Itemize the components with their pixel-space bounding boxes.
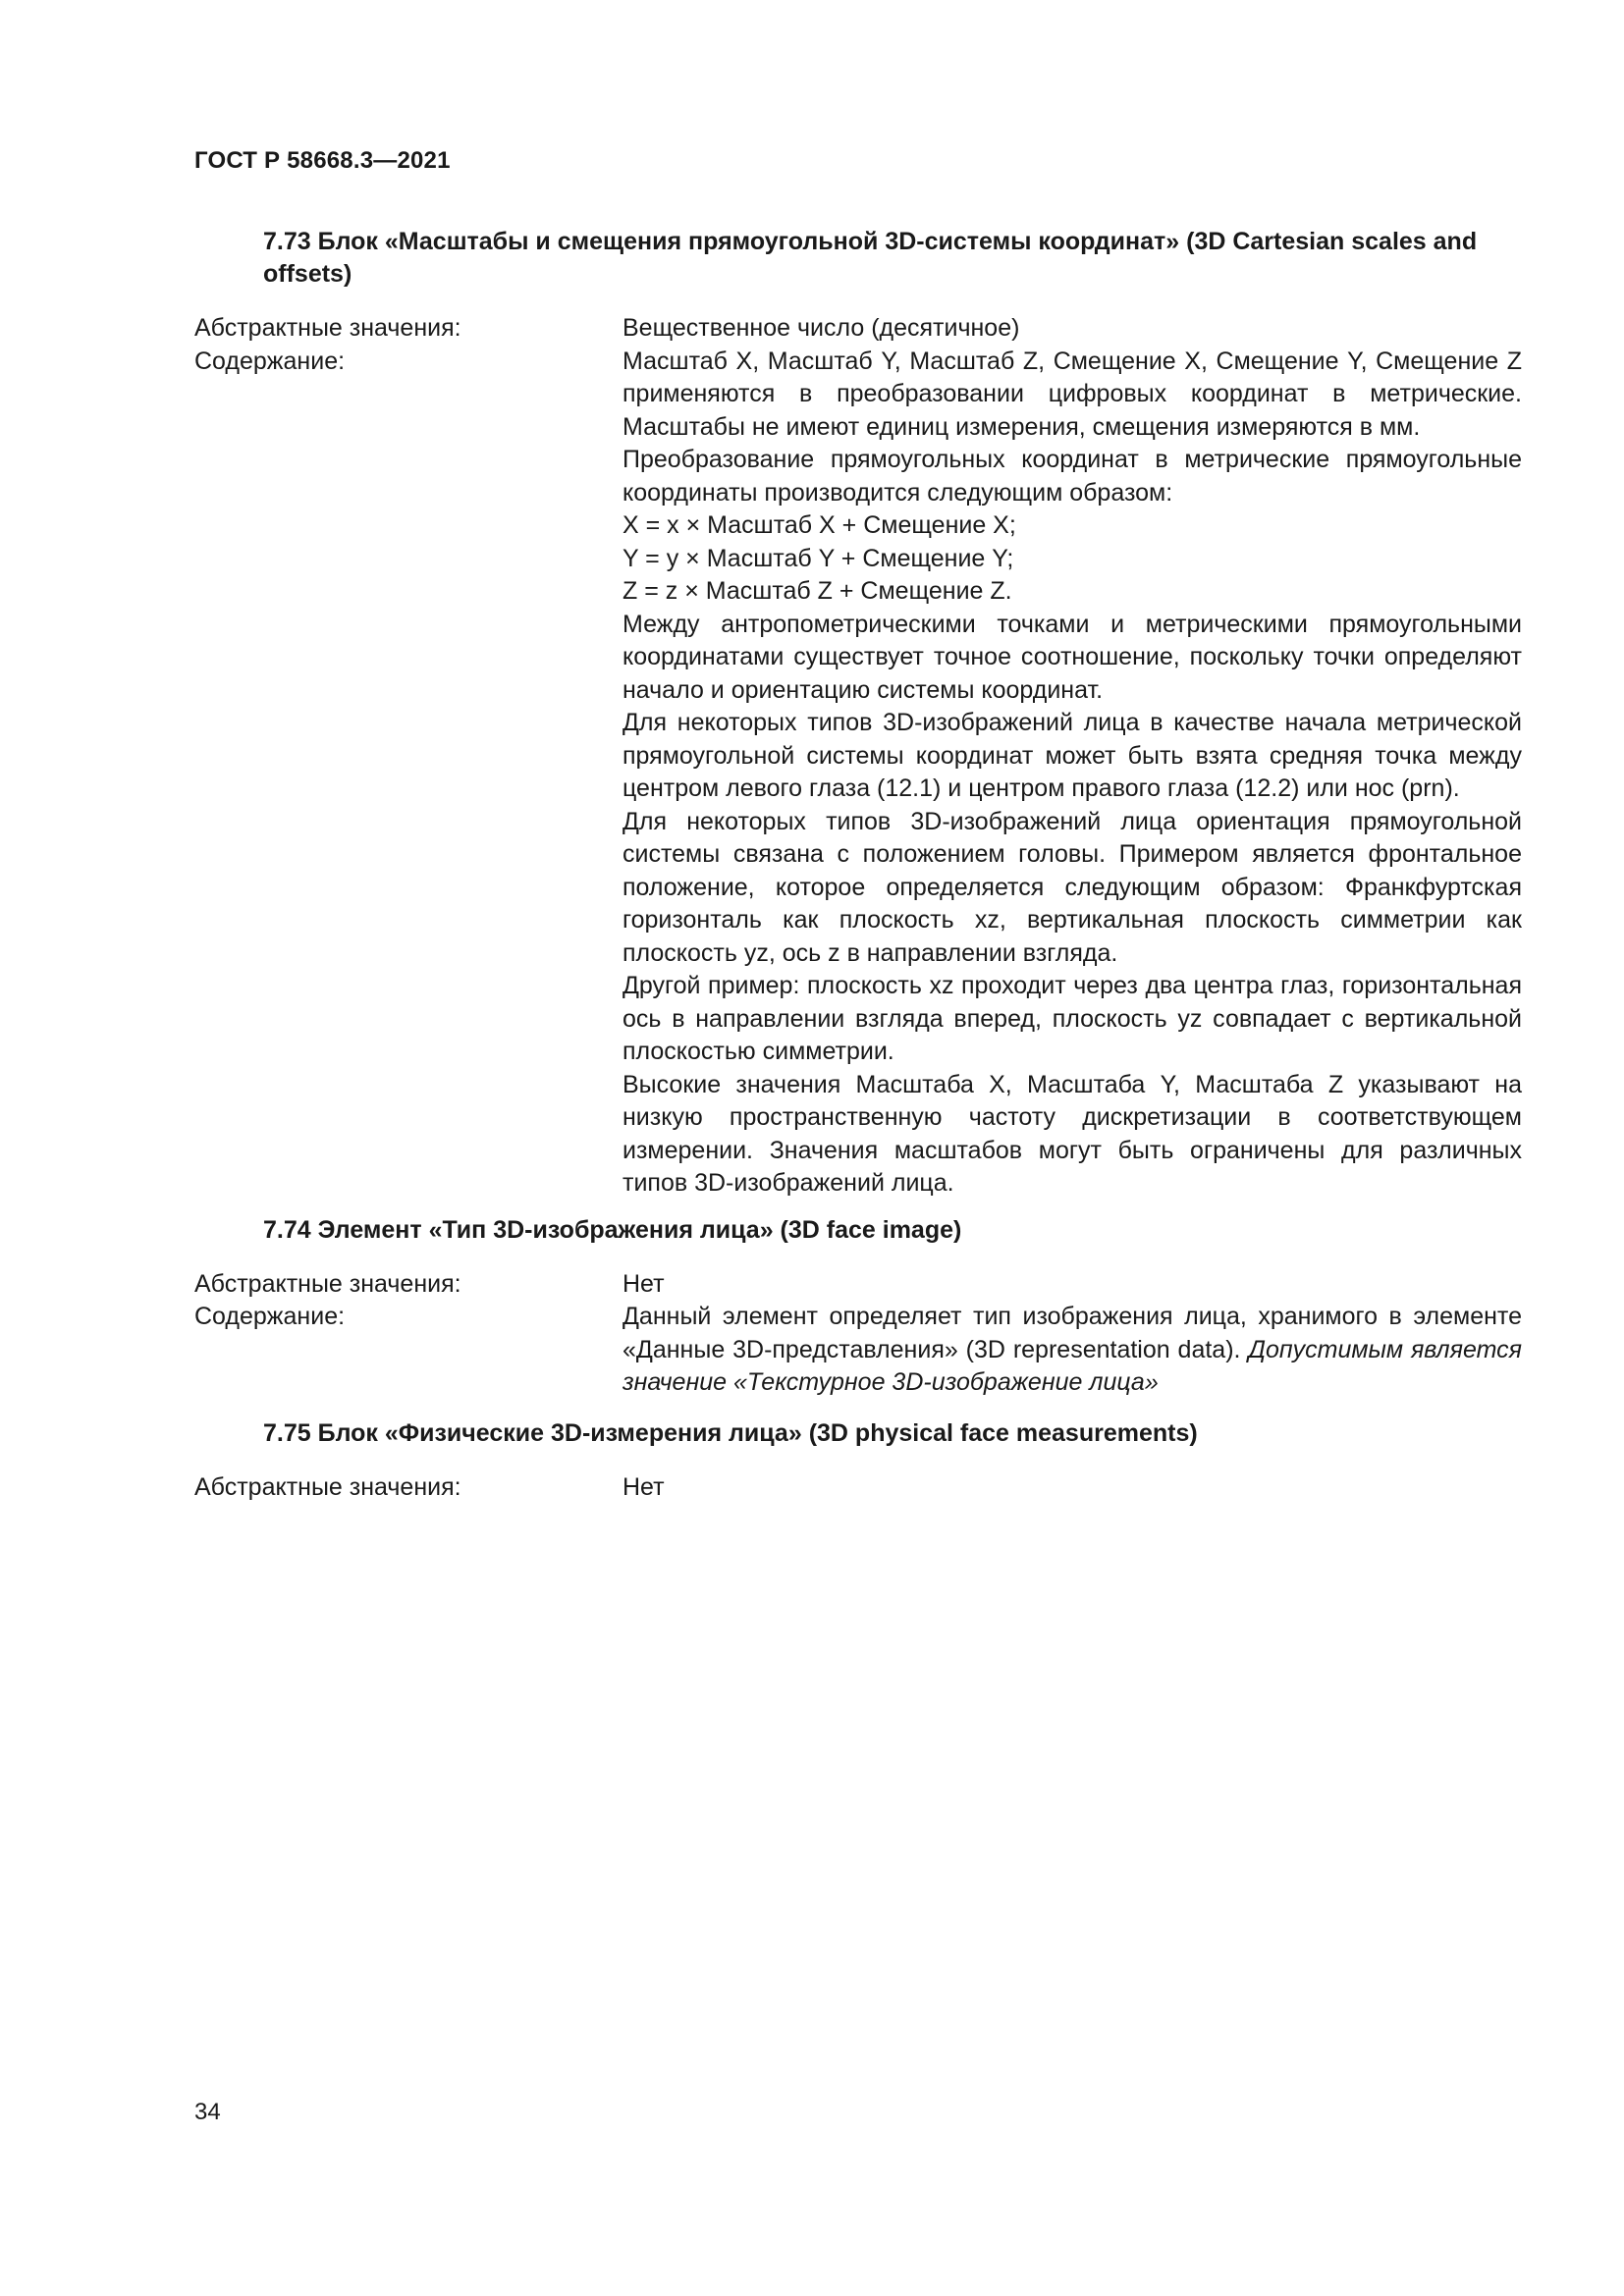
section-spacer: [194, 1201, 1522, 1214]
content-paragraph: Между антропометрическими точками и метрическими прямоугольными координатами существует точное соотношение, поскольку точки определяют начало и ориентацию системы координат.: [623, 610, 1522, 704]
formula-z: Z = z × Масштаб Z + Смещение Z.: [623, 577, 1012, 605]
content-paragraph: Высокие значения Масштаба X, Масштаба Y, Масштаба Z указывают на низкую пространственную частоту дискретизации в соответствующем измерении. Значения масштабов могут быть ограничены для различных типов 3D-изображений лица.: [623, 1070, 1522, 1197]
abstract-values-label: Абстрактные значения:: [194, 1269, 461, 1298]
document-body: [194, 226, 1522, 1504]
formula-y: Y = y × Масштаб Y + Смещение Y;: [623, 544, 1014, 572]
content-paragraph: Преобразование прямоугольных координат в метрические прямоугольные координаты производится следующим образом:: [623, 446, 1522, 507]
abstract-values-row: [194, 1471, 1522, 1505]
abstract-values-label: Абстрактные значения:: [194, 314, 461, 342]
section-heading: 7.73 Блок «Масштабы и смещения прямоугольной 3D-системы координат» (3D Cartesian scales and offsets): [263, 228, 1478, 288]
content-paragraph: Для некоторых типов 3D-изображений лица ориентация прямоугольной системы связана с положением головы. Примером является фронтальное положение, которое определяется следующим образом: Франкфуртская горизонталь как плоскость xz, вертикальная плоскость симметрии как плоскость yz, ось z в направлении взгляда.: [623, 807, 1522, 967]
content-body: [623, 346, 1522, 1201]
abstract-values-row: [194, 1268, 1522, 1302]
abstract-values-value: Вещественное число (десятичное): [623, 314, 1020, 342]
section-heading: 7.75 Блок «Физические 3D-измерения лица» (3D physical face measurements): [263, 1418, 1198, 1447]
section-7-75: [194, 1417, 1522, 1505]
content-text: Данный элемент определяет тип изображения лица, хранимого в элементе «Данные 3D-представления» (3D representation data).: [623, 1303, 1522, 1363]
content-paragraph: Другой пример: плоскость xz проходит через два центра глаз, горизонтальная ось в направлении взгляда вперед, плоскость yz совпадает с вертикальной плоскостью симметрии.: [623, 972, 1522, 1065]
content-body: [623, 1301, 1522, 1400]
content-paragraph: [623, 1301, 1522, 1400]
document-header: ГОСТ Р 58668.3—2021: [194, 147, 451, 174]
formula-x: X = x × Масштаб X + Смещение X;: [623, 511, 1016, 539]
abstract-values-value: Нет: [623, 1269, 665, 1298]
content-italic-text: Допустимым является значение «Текстурное 3D-изображение лица»: [623, 1335, 1522, 1396]
content-paragraph: Для некоторых типов 3D-изображений лица в качестве начала метрической прямоугольной системы координат может быть взята средняя точка между центром левого глаза (12.1) и центром правого глаза (12.2) или нос (prn).: [623, 709, 1522, 802]
abstract-values-row: [194, 312, 1522, 346]
content-row: [194, 346, 1522, 1201]
content-label: Содержание:: [194, 347, 346, 375]
section-heading: 7.74 Элемент «Тип 3D-изображения лица» (3D face image): [263, 1215, 962, 1244]
section-spacer: [194, 1400, 1522, 1417]
section-7-74: [194, 1214, 1522, 1400]
section-7-73: [194, 226, 1522, 1201]
abstract-values-label: Абстрактные значения:: [194, 1472, 461, 1501]
abstract-values-value: Нет: [623, 1472, 665, 1501]
content-row: [194, 1301, 1522, 1400]
content-label: Содержание:: [194, 1303, 346, 1330]
content-paragraph: Масштаб X, Масштаб Y, Масштаб Z, Смещение X, Смещение Y, Смещение Z применяются в преобразовании цифровых координат в метрические. Масштабы не имеют единиц измерения, смещения измеряются в мм.: [623, 347, 1522, 441]
page-number: 34: [194, 2099, 221, 2125]
